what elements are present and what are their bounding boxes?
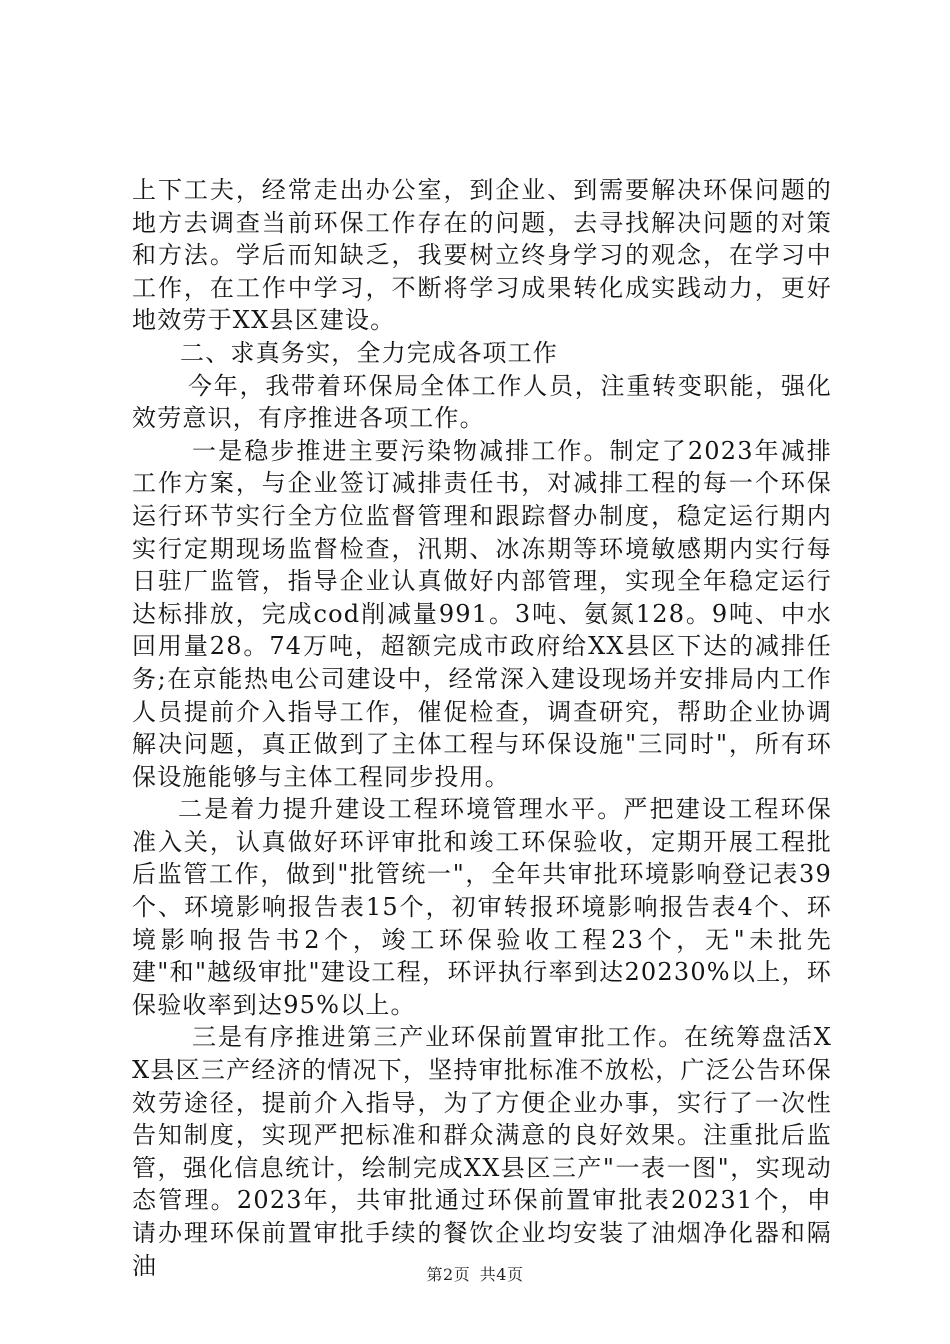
paragraph-emission-reduction: 一是稳步推进主要污染物减排工作。制定了2023年减排工作方案，与企业签订减排责任书，对减排工程的每一个环保运行环节实行全方位监督管理和跟踪督办制度，稳定运行期内实行定期现场监督检查，汛期、冰冻期等环境敏感期内实行每日驻厂监管，指导企业认真做好内部管理，实现全年稳定运行达标排放，完成cod削减量991。3吨、氨氮128。9吨、中水回用量28。74万吨，超额完成市政府给XX县区下达的减排任务;在京能热电公司建设中，经常深入建设现场并安排局内工作人员提前介入指导工作，催促检查，调查研究，帮助企业协调解决问题，真正做到了主体工程与环保设施"三同时"，所有环保设施能够与主体工程同步投用。	[132, 436, 832, 791]
paragraph-tertiary-industry: 三是有序推进第三产业环保前置审批工作。在统筹盘活XX县区三产经济的情况下，坚持审批标准不放松，广泛公告环保效劳途径，提前介入指导，为了方便企业办事，实行了一次性告知制度，实现严把标准和群众满意的良好效果。注重批后监管，强化信息统计，绘制完成XX县区三产"一表一图"，实现动态管理。2023年，共审批通过环保前置审批表20231个，申请办理环保前置审批手续的餐饮企业均安装了油烟净化器和隔油	[132, 1023, 832, 1280]
paragraph-continuation: 上下工夫，经常走出办公室，到企业、到需要解决环保问题的地方去调查当前环保工作存在的问题，去寻找解决问题的对策和方法。学后而知缺乏，我要树立终身学习的观念，在学习中工作，在工作中学习，不断将学习成果转化成实践动力，更好地效劳于XX县区建设。	[132, 176, 832, 335]
page-number: 第2页	[426, 1265, 471, 1284]
total-pages: 共4页	[479, 1265, 524, 1284]
document-body	[132, 174, 832, 1282]
paragraph-construction-management: 二是着力提升建设工程环境管理水平。严把建设工程环保准入关，认真做好环评审批和竣工环保验收，定期开展工程批后监管工作，做到"批管统一"，全年共审批环境影响登记表39个、环境影响报告表15个，初审转报环境影响报告表4个、环境影响报告书2个，竣工环保验收工程23个，无"未批先建"和"越级审批"建设工程，环评执行率到达20230%以上，环保验收率到达95%以上。	[132, 795, 832, 1019]
section-heading: 二、求真务实，全力完成各项工作	[180, 338, 558, 367]
paragraph-intro: 今年，我带着环保局全体工作人员，注重转变职能，强化效劳意识，有序推进各项工作。	[132, 371, 832, 433]
page-footer	[0, 1262, 950, 1285]
